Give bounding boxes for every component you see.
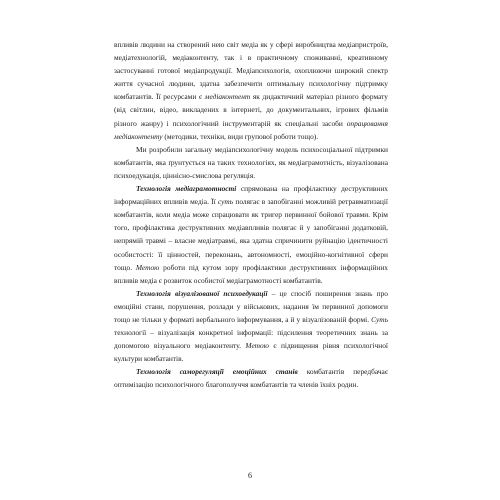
emphasis-essence: Суть	[371, 314, 388, 324]
text-run: впливів людини на створений нею світ медіа як у сфері виробництва медіапристроїв, медіатехнологій, медіаконтенту, так і в практичному споживанні, креативному застосуванні готової медіапродукції. Медіапсихологія, охоплюючи широкий спектр життя сучасної людини, здатна забезпечити оптимальну психологічну підтримку комбатантів. Її ресурсами є	[114, 40, 388, 102]
paragraph-4	[114, 287, 388, 366]
emphasis-goal: Метою	[245, 341, 269, 351]
emphasis-content-processing: опрацювання медіаконтенту	[114, 118, 388, 141]
text-run: полягає в запобіганні можливій ретравматизації комбатантів, коли медіа може спрацювати як тригер первинної бойової травми. Крім того, профілактика деструктивних медіавпливів полягає й у запобіганні додатковій, непрямій травмі – власне медіатравмі, яка здатна спричинити руйнацію ідентичності особистості: її цінностей, переконань, автономності, емоційно-когнітивної сфери тощо.	[114, 197, 388, 272]
paragraph-3	[114, 182, 388, 287]
emphasis-goal: Метою	[135, 262, 160, 272]
page-number: 6	[248, 471, 252, 480]
paragraph-1	[114, 38, 388, 143]
body-text	[114, 38, 388, 392]
paragraph-2	[114, 143, 388, 182]
text-run: – це спосіб поширення знань про емоційні стани, порушення, розлади у військових, надання їм первинної допомоги тощо не тільки у форматі вербального інформування, а й у візуалізованій формі.	[114, 288, 388, 324]
heading-media-literacy: Технологія медіаграмотності	[136, 184, 237, 194]
paragraph-5	[114, 365, 388, 391]
text-run: спрямована на профілактику деструктивних інформаційних впливів медіа. Її	[114, 184, 388, 207]
text-run: (методики, техніки, види групової роботи тощо).	[162, 131, 319, 141]
emphasis-essence: суть	[217, 197, 234, 207]
text-run: комбатантів передбачає оптимізацію психологічного благополуччя комбатантів та членів їхніх родин.	[114, 367, 388, 390]
text-run: Ми розробили загальну медіапсихологічну модель психосоціальної підтримки комбатантів, яка ґрунтується на таких технологіях, як медіаграмотність, візуалізована психоедукація, ціннісно-смислова регуляція.	[114, 144, 388, 180]
heading-self-regulation: Технологія саморегуляції емоційних станів	[136, 367, 298, 377]
heading-visual-psychoeducation: Технологія візуалізованої психоедукації	[136, 288, 268, 298]
emphasis-media-content: медіаконтент	[204, 92, 251, 102]
text-run: роботи під кутом зору профілактики деструктивних інформаційних впливів медіа є розвиток особистої медіаграмотності комбатантів.	[114, 262, 388, 285]
text-run: технології – візуалізація конкретної інформації: підсилення теоретичних знань за допомогою візуального медіаконтенту.	[114, 328, 388, 351]
text-run: є підвищення рівня психологічної культури комбатантів.	[114, 341, 388, 364]
text-run: як дидактичний матеріал різного формату (від світлин, відео, викладених в інтернеті, до документальних, ігрових фільмів різного жанру) і психологічний інструментарій як спеціальні засоби	[114, 92, 388, 128]
